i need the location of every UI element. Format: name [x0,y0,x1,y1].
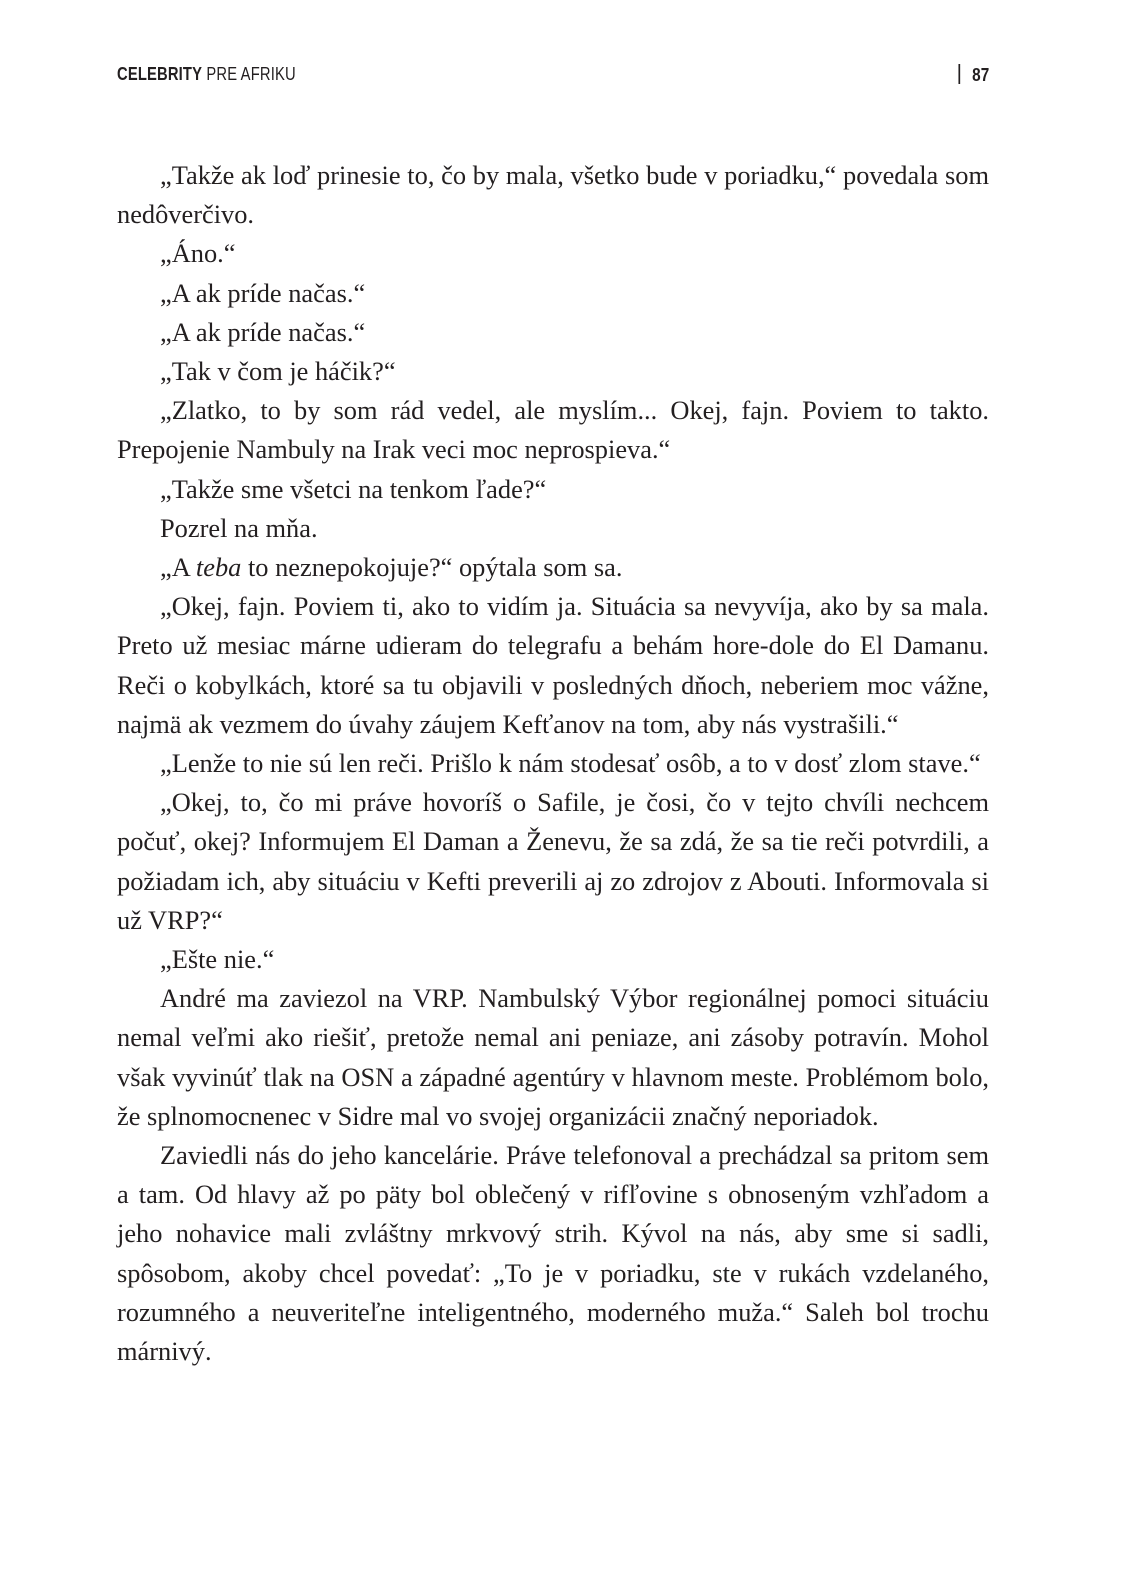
paragraph: Zaviedli nás do jeho kancelárie. Práve telefonoval a prechádzal sa pritom sem a tam. Od hlavy až po päty bol oblečený v rifľovine s obnoseným vzhľadom a jeho nohavice mali zvláštny mrkvový strih. Kývol na nás, aby sme si sadli, spôsobom, akoby chcel povedať: „To je v poriadku, ste v rukách vzdelaného, rozumného a neuveriteľne inteligentného, moderného muža.“ Saleh bol trochu márnivý. [117,1140,989,1367]
book-title-bold: CELEBRITY [117,64,203,84]
book-title-rest: PRE AFRIKU [202,64,296,84]
body-text [117,156,989,1371]
paragraph: „Zlatko, to by som rád vedel, ale myslím... Okej, fajn. Poviem to takto. Prepojenie Nambuly na Irak veci moc neprospieva.“ [117,395,989,465]
paragraph: „Áno.“ [160,238,236,269]
paragraph: „A ak príde načas.“ [160,277,366,308]
paragraph: „Okej, fajn. Poviem ti, ako to vidím ja. Situácia sa nevyvíja, ako by sa mala. Preto už mesiac márne udieram do telegrafu a behám hore-dole do El Damanu. Reči o kobylkách, ktoré sa tu objavili v posledných dňoch, neberiem moc vážne, najmä ak vezmem do úvahy záujem Kefťanov na tom, aby nás vystrašili.“ [117,591,989,739]
paragraph: „Ešte nie.“ [160,944,275,975]
emphasis: teba [195,552,242,583]
running-header [117,62,989,90]
paragraph: Pozrel na mňa. [160,512,318,543]
header-separator [958,64,960,84]
paragraph [117,548,989,587]
page-number-value: 87 [971,65,989,85]
page-number [958,64,989,86]
paragraph: „Lenže to nie sú len reči. Prišlo k nám stodesať osôb, a to v dosť zlom stave.“ [160,748,981,779]
paragraph: „Takže ak loď prinesie to, čo by mala, všetko bude v poriadku,“ povedala som nedôverčivo. [117,160,989,230]
paragraph-text: to neznepokojuje?“ opýtala som sa. [241,552,623,583]
paragraph: „Takže sme všetci na tenkom ľade?“ [160,473,547,504]
paragraph-text: „A [160,552,196,583]
paragraph: „Tak v čom je háčik?“ [160,356,396,387]
book-title [117,64,296,85]
paragraph: André ma zaviezol na VRP. Nambulský Výbor regionálnej pomoci situáciu nemal veľmi ako riešiť, pretože nemal ani peniaze, ani zásoby potravín. Mohol však vyvinúť tlak na OSN a západné agentúry v hlavnom meste. Problémom bolo, že splnomocnenec v Sidre mal vo svojej organizácii značný neporiadok. [117,983,989,1131]
paragraph: „A ak príde načas.“ [160,316,366,347]
paragraph: „Okej, to, čo mi práve hovoríš o Safile, je čosi, čo v tejto chvíli nechcem počuť, okej? Informujem El Daman a Ženevu, že sa zdá, že sa tie reči potvrdili, a požiadam ich, aby situáciu v Kefti preverili aj zo zdrojov z Abouti. Informovala si už VRP?“ [117,787,989,935]
